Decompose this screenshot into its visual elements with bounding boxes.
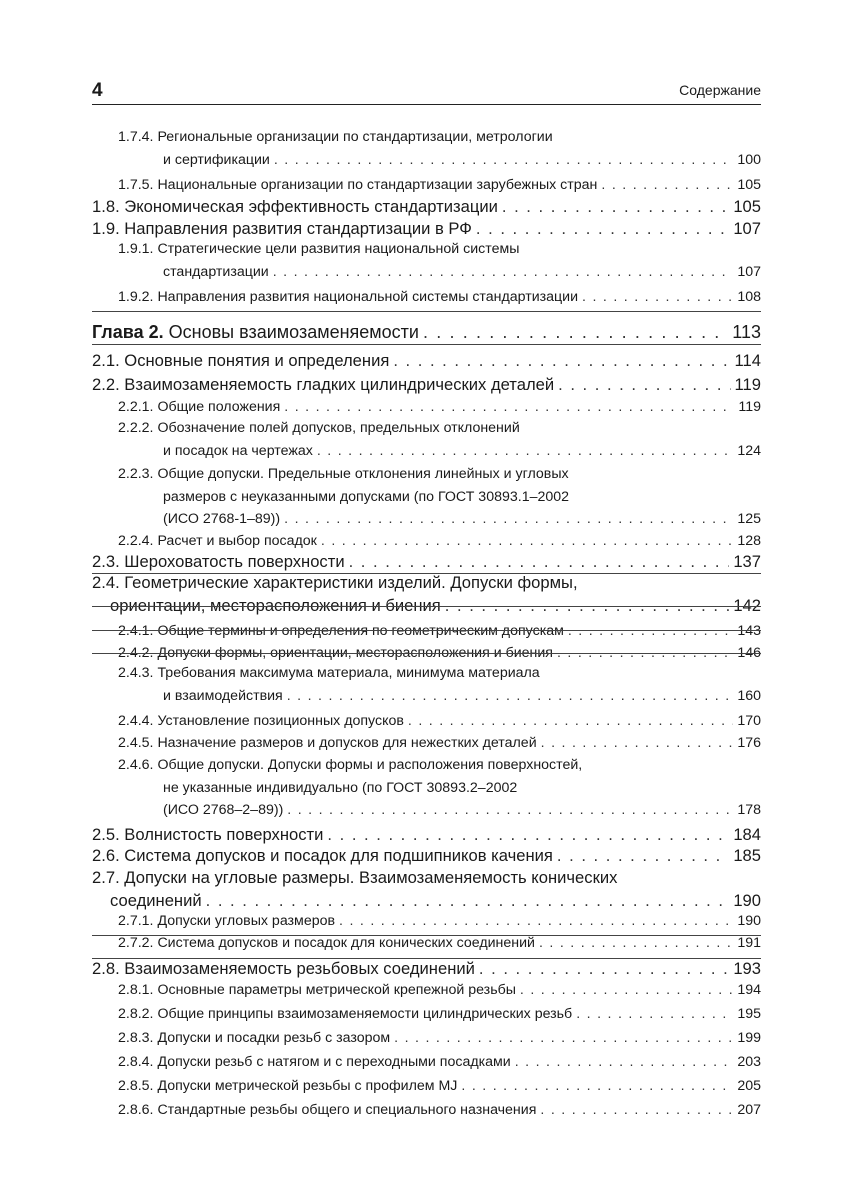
- dot-leader: [515, 1054, 734, 1072]
- dot-leader: [287, 802, 733, 820]
- toc-entry-title: 2.4.1. Общие термины и определения по геометрическим допускам: [118, 623, 564, 639]
- dot-leader: [541, 735, 734, 753]
- toc-page-number: 119: [738, 399, 761, 415]
- toc-page-number: 105: [737, 177, 761, 193]
- chapter-label: Глава 2.: [92, 322, 164, 342]
- toc-entry-title: не указанные индивидуально (по ГОСТ 30893.2–2002: [163, 779, 518, 796]
- dot-leader: [284, 399, 734, 417]
- toc-entry-title: 2.8.2. Общие принципы взаимозаменяемости цилиндрических резьб: [118, 1006, 573, 1022]
- toc-entry-title: 2.4.5. Назначение размеров и допусков для нежестких деталей: [118, 735, 537, 751]
- running-title: Содержание: [679, 82, 761, 98]
- section-divider: [92, 653, 761, 654]
- toc-entry-title: 2.8.1. Основные параметры метрической крепежной резьбы: [118, 982, 516, 998]
- section-divider: [92, 573, 761, 574]
- toc-entry-title: 1.8. Экономическая эффективность стандартизации: [92, 197, 498, 216]
- toc-page-number: 124: [737, 442, 761, 459]
- toc-entry-title: 2.5. Волнистость поверхности: [92, 825, 324, 844]
- toc-page-number: 114: [734, 351, 761, 370]
- toc-entry-title: соединений: [110, 891, 202, 910]
- toc-entry-title: 2.7.2. Система допусков и посадок для конических соединений: [118, 935, 535, 951]
- dot-leader: [558, 375, 730, 396]
- dot-leader: [539, 935, 733, 953]
- toc-entry-title: 2.2.1. Общие положения: [118, 399, 281, 415]
- toc-page-number: 203: [737, 1054, 761, 1070]
- dot-leader: [423, 322, 728, 345]
- dot-leader: [273, 264, 734, 282]
- toc-entry-title: 2.2.4. Расчет и выбор посадок: [118, 533, 317, 549]
- toc-entry-title: 2.2. Взаимозаменяемость гладких цилиндрических деталей: [92, 375, 555, 394]
- toc-entry-title: 2.4.3. Требования максимума материала, минимума материала: [118, 665, 540, 681]
- toc-page-number: 191: [737, 935, 761, 951]
- toc-entry-title: 1.7.4. Региональные организации по стандартизации, метрологии: [118, 129, 553, 145]
- toc-page-number: 105: [733, 197, 761, 216]
- toc-page-number: 193: [733, 959, 761, 978]
- toc-page-number: 119: [734, 375, 761, 394]
- toc-page-number: 207: [737, 1102, 761, 1118]
- page-number: 4: [92, 80, 103, 101]
- toc-page-number: 184: [733, 825, 761, 844]
- toc-entry-title: 1.9.2. Направления развития национальной системы стандартизации: [118, 289, 579, 305]
- section-divider: [92, 606, 761, 607]
- toc-entry-title: стандартизации: [163, 263, 269, 280]
- toc-entry-title: 2.8.5. Допуски метрической резьбы с профилем MJ: [118, 1078, 458, 1094]
- dot-leader: [317, 443, 734, 461]
- dot-leader: [601, 177, 733, 195]
- toc-entry-title: 2.4.4. Установление позиционных допусков: [118, 713, 404, 729]
- toc-page-number: 190: [733, 891, 761, 910]
- toc-page-number: 107: [737, 263, 761, 280]
- toc-entry-title: размеров с неуказанными допусками (по ГОСТ 30893.1–2002: [163, 488, 570, 505]
- dot-leader: [502, 197, 729, 218]
- toc-entry-title: 2.4. Геометрические характеристики изделий. Допуски формы,: [92, 573, 578, 592]
- toc-entry-title: и взаимодействия: [163, 687, 283, 704]
- dot-leader: [479, 959, 729, 980]
- toc-entry-title: 2.6. Система допусков и посадок для подшипников качения: [92, 846, 553, 865]
- toc-page-number: 160: [737, 687, 761, 704]
- toc-page-number: 146: [737, 645, 761, 661]
- dot-leader: [274, 152, 733, 170]
- dot-leader: [321, 533, 733, 551]
- toc-entry-title: 1.9. Направления развития стандартизации в РФ: [92, 219, 472, 238]
- toc-entry-title: 2.8.3. Допуски и посадки резьб с зазором: [118, 1030, 391, 1046]
- toc-entry-title: Основы взаимозаменяемости: [168, 322, 419, 342]
- toc-entry-title: 2.8.4. Допуски резьб с натягом и с переходными посадками: [118, 1054, 511, 1070]
- toc-page-number: 142: [733, 596, 761, 615]
- toc-page-number: 108: [737, 289, 761, 305]
- dot-leader: [408, 713, 733, 731]
- toc-page-number: 143: [737, 623, 761, 639]
- toc-entry-title: и посадок на чертежах: [163, 442, 313, 459]
- toc-page-number: 137: [733, 552, 761, 571]
- dot-leader: [339, 913, 733, 931]
- toc-page-number: 185: [733, 846, 761, 865]
- toc-entry-title: 2.1. Основные понятия и определения: [92, 351, 390, 370]
- toc-page-number: 128: [737, 533, 761, 549]
- section-divider: [92, 311, 761, 312]
- dot-leader: [582, 289, 733, 307]
- toc-entry-title: 2.8.6. Стандартные резьбы общего и специального назначения: [118, 1102, 537, 1118]
- section-divider: [92, 344, 761, 345]
- toc-page-number: 125: [737, 511, 761, 527]
- toc-page-number: 199: [737, 1030, 761, 1046]
- toc-page-number: 100: [737, 151, 761, 168]
- toc-entry-title: 2.3. Шероховатость поверхности: [92, 552, 345, 571]
- dot-leader: [287, 688, 734, 706]
- dot-leader: [284, 511, 733, 529]
- toc-entry-title: 2.2.2. Обозначение полей допусков, предельных отклонений: [118, 420, 520, 436]
- toc-entry-title: (ИСО 2768-1–89)): [163, 511, 281, 527]
- toc-entry-title: (ИСО 2768–2–89)): [163, 802, 284, 818]
- dot-leader: [349, 552, 730, 573]
- toc-page-number: 107: [733, 219, 761, 238]
- dot-leader: [327, 825, 729, 846]
- toc-page-number: 113: [732, 322, 761, 342]
- page-header: [92, 78, 761, 105]
- toc-entry-title: 2.4.2. Допуски формы, ориентации, месторасположения и биения: [118, 645, 553, 661]
- dot-leader: [394, 1030, 733, 1048]
- toc-entry-title: и сертификации: [163, 151, 270, 168]
- section-divider: [92, 630, 761, 631]
- dot-leader: [393, 351, 730, 372]
- toc-entry-title: 1.7.5. Национальные организации по стандартизации зарубежных стран: [118, 177, 598, 193]
- toc-page-number: 190: [737, 913, 761, 929]
- section-divider: [92, 935, 761, 936]
- toc-page-number: 195: [737, 1006, 761, 1022]
- toc-page-number: 205: [737, 1078, 761, 1094]
- toc-entry-title: 1.9.1. Стратегические цели развития национальной системы: [118, 241, 520, 257]
- dot-leader: [576, 1006, 733, 1024]
- dot-leader: [568, 623, 733, 641]
- dot-leader: [520, 982, 733, 1000]
- toc-entry-title: 2.7.1. Допуски угловых размеров: [118, 913, 336, 929]
- toc-page-number: 194: [737, 982, 761, 998]
- dot-leader: [206, 891, 730, 912]
- dot-leader: [557, 846, 729, 867]
- section-divider: [92, 958, 761, 959]
- toc-entry-title: 2.2.3. Общие допуски. Предельные отклонения линейных и угловых: [118, 466, 569, 482]
- dot-leader: [461, 1078, 733, 1096]
- toc-page-number: 176: [737, 735, 761, 751]
- toc-entry-title: 2.4.6. Общие допуски. Допуски формы и расположения поверхностей,: [118, 757, 583, 773]
- toc-entry-title: 2.7. Допуски на угловые размеры. Взаимозаменяемость конических: [92, 868, 618, 887]
- toc-entry-title: ориентации, месторасположения и биения: [110, 596, 441, 615]
- toc-entry-title: 2.8. Взаимозаменяемость резьбовых соединений: [92, 959, 475, 978]
- dot-leader: [540, 1102, 733, 1120]
- toc-page-number: 170: [737, 713, 761, 729]
- toc-page-number: 178: [737, 802, 761, 818]
- dot-leader: [476, 219, 729, 240]
